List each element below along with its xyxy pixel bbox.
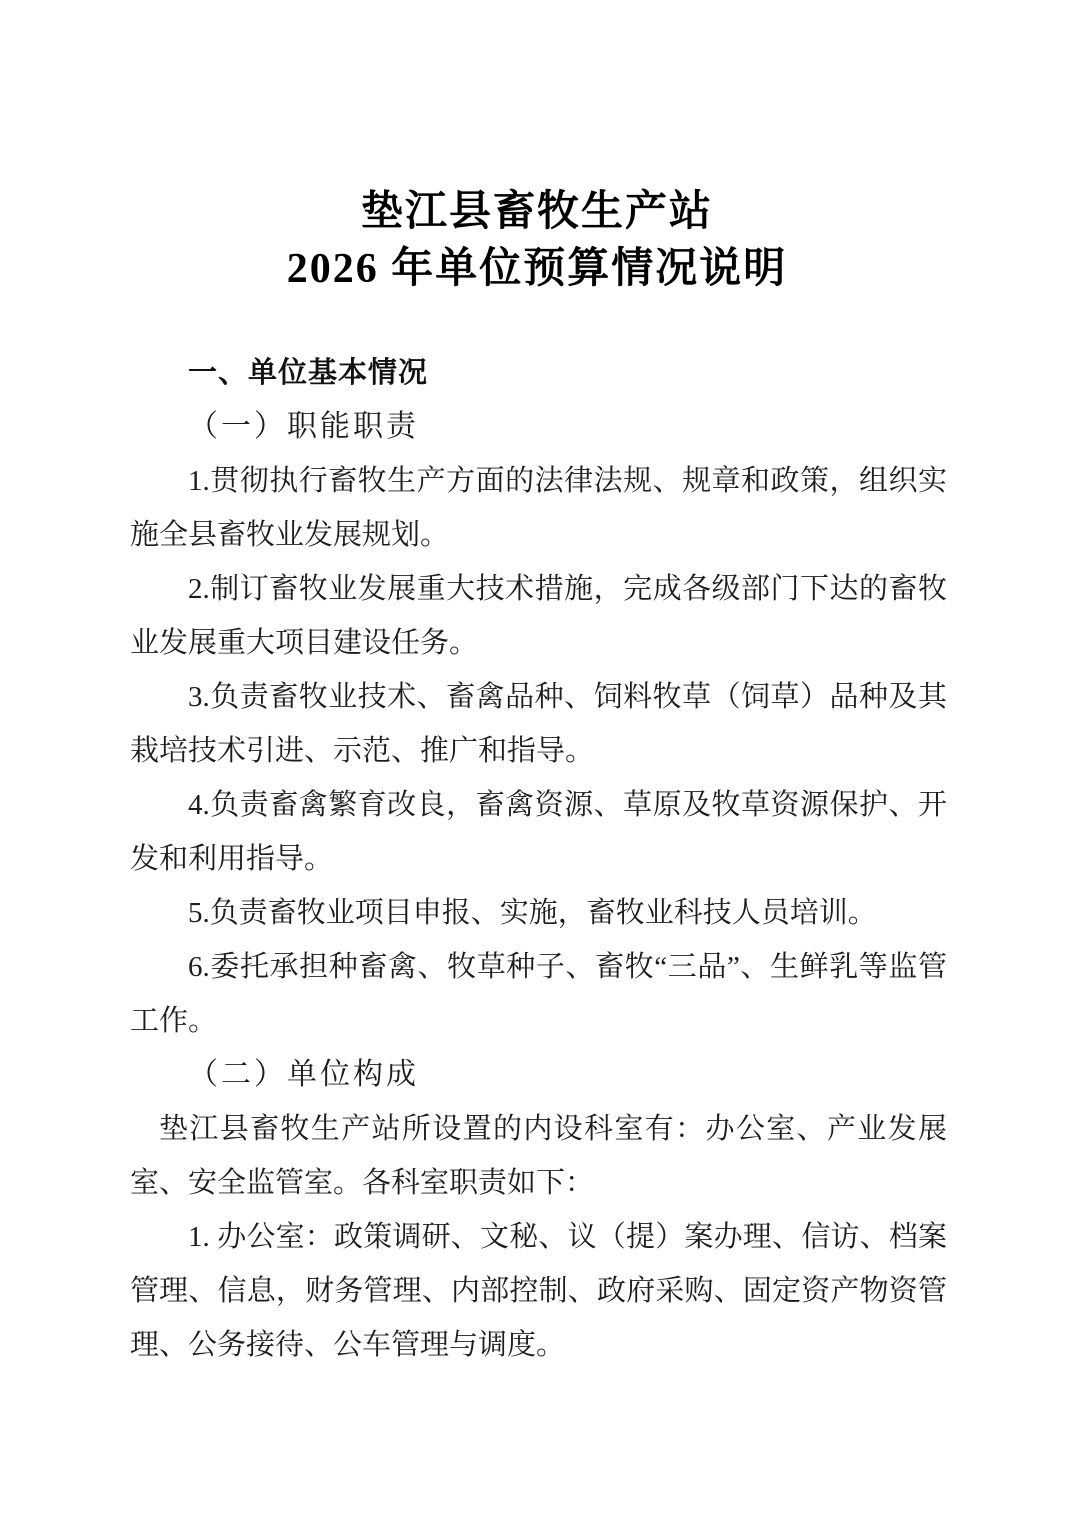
paragraph-duty-1: 1.贯彻执行畜牧生产方面的法律法规、规章和政策，组织实施全县畜牧业发展规划。 bbox=[130, 465, 947, 551]
paragraph-duty-5: 5.负责畜牧业项目申报、实施，畜牧业科技人员培训。 bbox=[188, 897, 877, 929]
section-heading-basic-info: 一、单位基本情况 bbox=[188, 357, 429, 389]
document-title-line2: 2026 年单位预算情况说明 bbox=[286, 246, 788, 292]
document-body bbox=[130, 346, 947, 1372]
subsection-heading-duties: （一）职能职责 bbox=[188, 410, 419, 443]
paragraph-duty-2: 2.制订畜牧业发展重大技术措施，完成各级部门下达的畜牧业发展重大项目建设任务。 bbox=[130, 573, 947, 659]
paragraph-duty-6: 6.委托承担种畜禽、牧草种子、畜牧“三品”、生鲜乳等监管工作。 bbox=[130, 951, 947, 1037]
document-title-line1: 垫江县畜牧生产站 bbox=[360, 189, 713, 235]
subsection-heading-composition: （二）单位构成 bbox=[188, 1058, 419, 1091]
paragraph-duty-3: 3.负责畜牧业技术、畜禽品种、饲料牧草（饲草）品种及其栽培技术引进、示范、推广和指导。 bbox=[130, 681, 947, 767]
paragraph-composition-intro: 垫江县畜牧生产站所设置的内设科室有：办公室、产业发展室、安全监管室。各科室职责如下： bbox=[130, 1113, 947, 1199]
paragraph-duty-4: 4.负责畜禽繁育改良，畜禽资源、草原及牧草资源保护、开发和利用指导。 bbox=[130, 789, 947, 875]
paragraph-office-duties: 1. 办公室：政策调研、文秘、议（提）案办理、信访、档案管理、信息，财务管理、内部控制、政府采购、固定资产物资管理、公务接待、公车管理与调度。 bbox=[130, 1221, 947, 1361]
document-title bbox=[0, 0, 1074, 298]
